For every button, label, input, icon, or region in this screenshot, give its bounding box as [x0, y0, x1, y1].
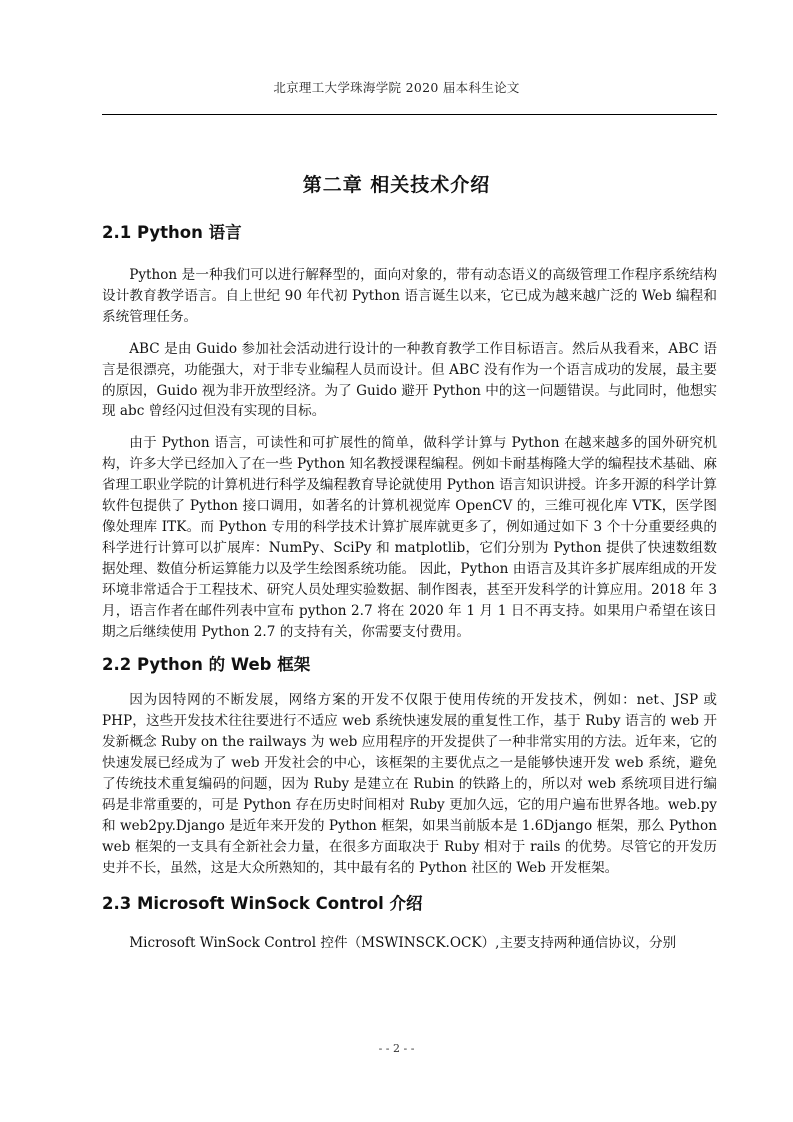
paragraph: 因为因特网的不断发展，网络方案的开发不仅限于使用传统的开发技术，例如：net、JSP 或 PHP，这些开发技术往往要进行不适应 web 系统快速发展的重复性工作，基于 Ruby 语言的 web 开发新概念 Ruby on the railways 为 web 应用程序的开发提供了一种非常实用的方法。近年来，它的快速发展已经成为了 web 开发社会的中心，该框架的主要优点之一是能够快速开发 web 系统，避免了传统技术重复编码的问题，因为 Ruby 是建立在 Rubin 的铁路上的，所以对 web 系统项目进行编码是非常重要的，可是 Python 存在历史时间相对 Ruby 更加久远，它的用户遍布世界各地。web.py 和 web2py.Django 是近年来开发的 Python 框架，如果当前版本是 1.6Django 框架，那么 Python web 框架的一支具有全新社会力量，在很多方面取决于 Ruby 相对于 rails 的优势。尽管它的开发历史并不长，虽然，这是大众所熟知的，其中最有名的 Python 社区的 Web 开发框架。: [102, 692, 717, 876]
header-rule: [102, 114, 717, 115]
running-header: 北京理工大学珠海学院 2020 届本科生论文: [273, 80, 520, 95]
section-heading-2-2: 2.2 Python 的 Web 框架: [102, 655, 311, 675]
section-heading-2-1: 2.1 Python 语言: [102, 223, 242, 242]
paragraph: Python 是一种我们可以进行解释型的，面向对象的，带有动态语义的高级管理工作程序系统结构设计教育教学语言。自上世纪 90 年代初 Python 语言诞生以来，它已成为越来越广泛的 Web 编程和系统管理任务。: [102, 267, 717, 325]
section-heading-2-3: 2.3 Microsoft WinSock Control 介绍: [102, 893, 423, 913]
paragraph: ABC 是由 Guido 参加社会活动进行设计的一种教育教学工作目标语言。然后从我看来，ABC 语言是很漂亮，功能强大，对于非专业编程人员而设计。但 ABC 没有作为一个语言成功的发展，最主要的原因，Guido 视为非开放型经济。为了 Guido 避开 Python 中的这一问题错误。与此同时，他想实现 abc 曾经闪过但没有实现的目标。: [102, 340, 717, 420]
page-number: - - 2 - -: [378, 1042, 415, 1055]
chapter-title: 第二章 相关技术介绍: [302, 174, 491, 196]
body-content: [102, 218, 717, 953]
paragraph: 由于 Python 语言，可读性和可扩展性的简单，做科学计算与 Python 在越来越多的国外研究机构，许多大学已经加入了在一些 Python 知名教授课程编程。例如卡耐基梅隆大学的编程技术基础、麻省理工职业学院的计算机进行科学及编程教育导论就使用 Python 语言知识讲授。许多开源的科学计算软件包提供了 Python 接口调用，如著名的计算机视觉库 OpenCV 的，三维可视化库 VTK，医学图像处理库 ITK。而 Python 专用的科学技术计算扩展库就更多了，例如通过如下 3 个十分重要经典的科学进行计算可以扩展库：NumPy、SciPy 和 matplotlib，它们分别为 Python 提供了快速数组数据处理、数值分析运算能力以及学生绘图系统功能。 因此，Python 由语言及其许多扩展库组成的开发环境非常适合于工程技术、研究人员处理实验数据、制作图表，甚至开发科学的计算应用。2018 年 3 月，语言作者在邮件列表中宣布 python 2.7 将在 2020 年 1 月 1 日不再支持。如果用户希望在该日期之后继续使用 Python 2.7 的支持有关，你需要支付费用。: [102, 435, 717, 640]
paragraph: Microsoft WinSock Control 控件（MSWINSCK.OCK）,主要支持两种通信协议，分别: [129, 934, 677, 951]
